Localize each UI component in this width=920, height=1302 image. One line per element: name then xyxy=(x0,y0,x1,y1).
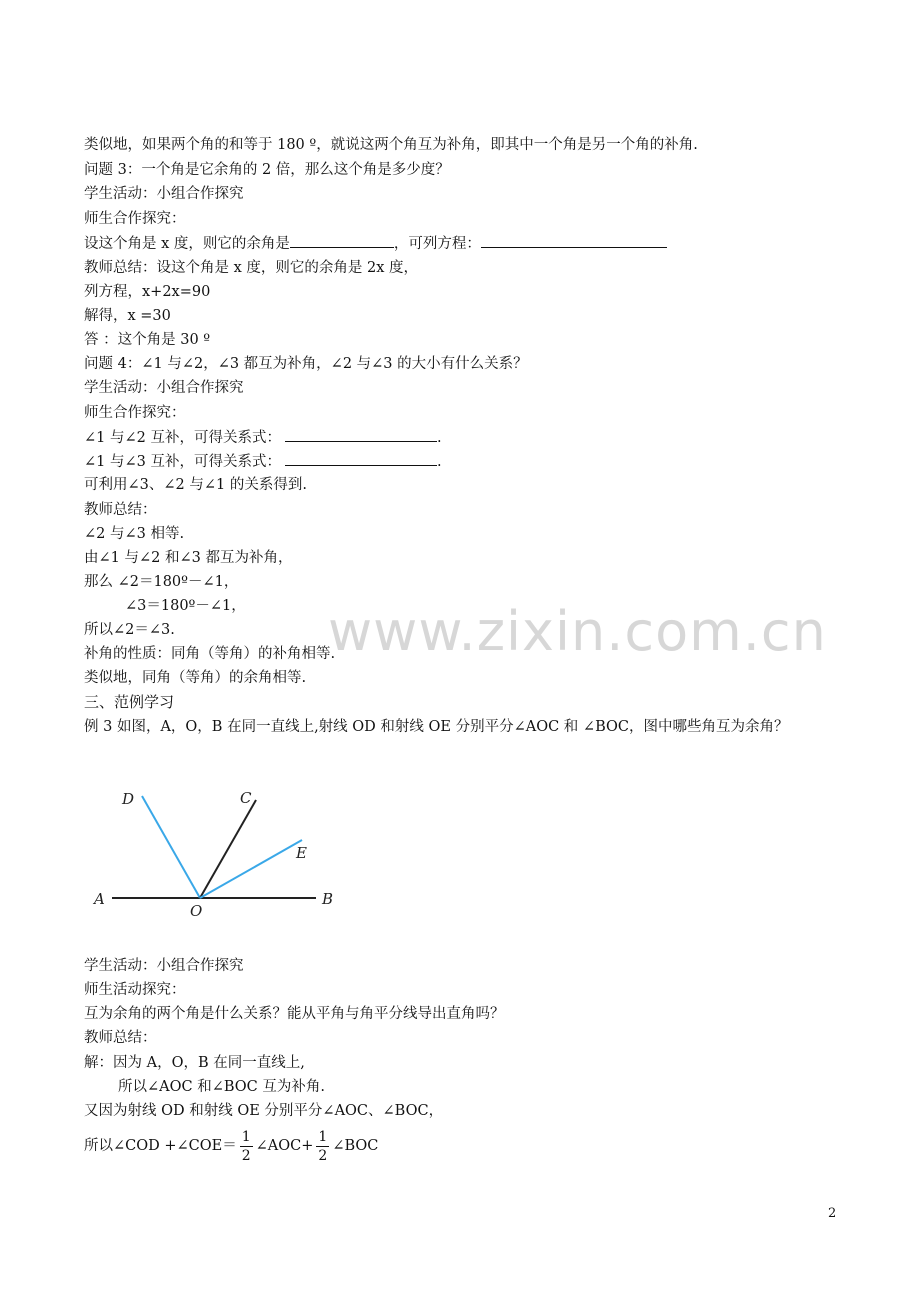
fraction-half xyxy=(240,1128,253,1165)
section-heading: 三、范例学习 xyxy=(84,693,175,711)
fill-blank-line xyxy=(84,427,442,448)
text-line: 类似地，同角（等角）的余角相等. xyxy=(84,670,307,686)
text-fragment: 设这个角是 x 度，则它的余角是 xyxy=(84,236,290,252)
label-o: O xyxy=(190,902,203,920)
text-line: 学生活动：小组合作探究 xyxy=(84,380,244,396)
text-line: 又因为射线 OD 和射线 OE 分别平分∠AOC、∠BOC， xyxy=(84,1103,444,1119)
ray-oe xyxy=(200,840,302,898)
fraction-half xyxy=(316,1128,329,1165)
label-c: C xyxy=(240,789,252,807)
text-fragment: ∠1 与∠3 互补，可得关系式： xyxy=(84,454,281,470)
fill-blank-line xyxy=(84,451,442,472)
answer-blank[interactable] xyxy=(481,233,667,248)
text-line: 教师总结： xyxy=(84,502,157,518)
label-a: A xyxy=(94,890,105,908)
problem-3: 问题 3：一个角是它余角的 2 倍，那么这个角是多少度？ xyxy=(84,162,450,178)
answer-blank[interactable] xyxy=(285,451,437,466)
fill-blank-line xyxy=(84,233,667,254)
label-b: B xyxy=(322,890,334,908)
answer-blank[interactable] xyxy=(290,233,394,248)
period: . xyxy=(436,430,442,446)
text-line: 可利用∠3、∠2 与∠1 的关系得到. xyxy=(84,477,307,493)
text-line: 师生活动探究： xyxy=(84,982,186,998)
denominator: 2 xyxy=(318,1147,328,1164)
property-statement: 补角的性质：同角（等角）的补角相等. xyxy=(84,646,336,662)
text-line: 类似地，如果两个角的和等于 180 º，就说这两个角互为补角，即其中一个角是另一个角的补角. xyxy=(84,137,698,153)
label-d: D xyxy=(122,790,135,808)
numerator: 1 xyxy=(241,1128,251,1145)
label-e: E xyxy=(296,844,307,862)
text-line: 那么 ∠2＝180º－∠1， xyxy=(84,574,239,590)
text-fragment: ∠AOC+ xyxy=(255,1138,314,1154)
text-line: 所以∠AOC 和∠BOC 互为补角. xyxy=(118,1079,325,1095)
answer-blank[interactable] xyxy=(285,427,437,442)
text-line: 互为余角的两个角是什么关系？能从平角与角平分线导出直角吗？ xyxy=(84,1006,505,1022)
text-fragment: ∠BOC xyxy=(332,1138,379,1154)
watermark: www.zixin.com.cn xyxy=(328,600,827,663)
text-line: ∠2 与∠3 相等. xyxy=(84,526,185,542)
text-line: 所以∠2＝∠3. xyxy=(84,622,175,638)
text-line: 解得，x =30 xyxy=(84,308,171,324)
text-fragment: ，可列方程： xyxy=(393,236,481,252)
equation-line xyxy=(84,1126,378,1166)
denominator: 2 xyxy=(241,1147,251,1164)
text-line: 师生合作探究： xyxy=(84,405,186,421)
page-number: 2 xyxy=(828,1206,837,1221)
numerator: 1 xyxy=(318,1128,328,1145)
text-fragment: 所以∠COD +∠COE＝ xyxy=(84,1138,237,1154)
text-line: 由∠1 与∠2 和∠3 都互为补角， xyxy=(84,550,293,566)
text-line: 师生合作探究： xyxy=(84,211,186,227)
text-line: 列方程，x+2x=90 xyxy=(84,284,211,300)
text-line: 学生活动：小组合作探究 xyxy=(84,958,244,974)
example-3: 例 3 如图，A，O，B 在同一直线上,射线 OD 和射线 OE 分别平分∠AOC 和 ∠BOC，图中哪些角互为余角？ xyxy=(84,719,789,735)
text-line: 教师总结：设这个角是 x 度，则它的余角是 2x 度， xyxy=(84,260,419,276)
text-line: 解：因为 A，O，B 在同一直线上, xyxy=(84,1055,305,1071)
problem-4: 问题 4：∠1 与∠2，∠3 都互为补角，∠2 与∠3 的大小有什么关系？ xyxy=(84,356,528,372)
text-fragment: ∠1 与∠2 互补，可得关系式： xyxy=(84,430,281,446)
period: . xyxy=(436,454,442,470)
text-line: 答 ：这个角是 30 º xyxy=(84,332,211,348)
ray-oc xyxy=(200,800,256,898)
text-line: ∠3＝180º－∠1， xyxy=(125,598,246,614)
text-line: 学生活动：小组合作探究 xyxy=(84,186,244,202)
angle-figure xyxy=(84,780,364,930)
ray-od xyxy=(142,796,200,898)
text-line: 教师总结： xyxy=(84,1030,157,1046)
